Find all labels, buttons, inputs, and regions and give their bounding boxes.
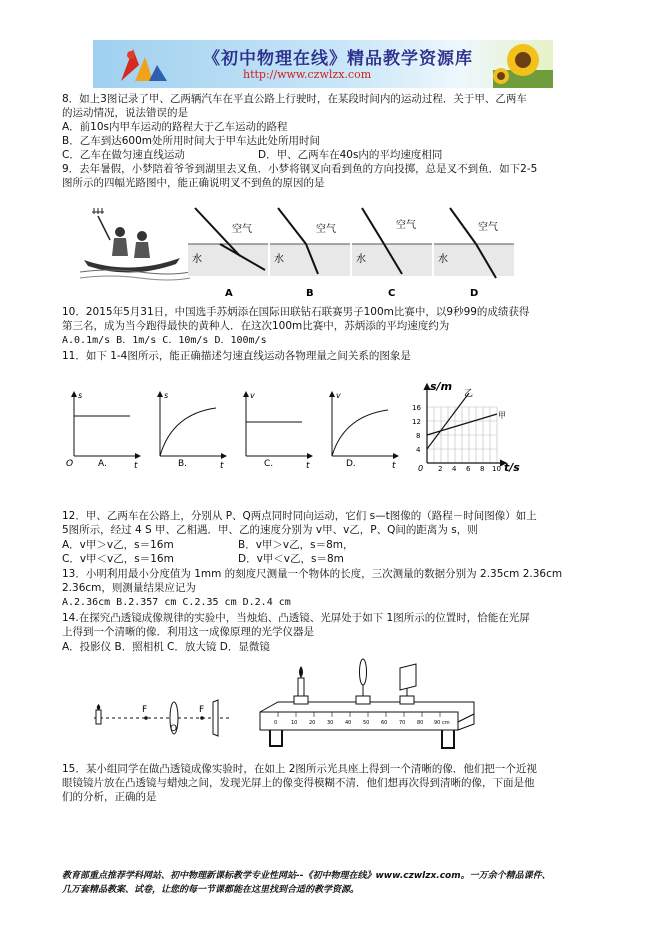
q10-stem-1: 10．2015年5月31日，中国选手苏炳添在国际田联钻石联赛男子100m比赛中，以9秒99的成绩获得 [62, 306, 530, 318]
graph-a-origin: O [66, 459, 74, 469]
st-graph-ytick-8: 8 [416, 432, 421, 440]
header-banner [93, 40, 553, 88]
graph-d-t-label: t [392, 461, 396, 471]
graph-d [332, 391, 398, 471]
site-logo [115, 43, 175, 85]
diagram-c [352, 208, 432, 299]
st-graph-ytick-4: 4 [416, 446, 421, 454]
diagram-d-label: D [470, 288, 479, 299]
diagram-a [188, 208, 268, 299]
ruler-tick-0: 0 [274, 720, 278, 726]
ruler-tick-70: 70 [399, 720, 406, 726]
q13-options: A.2.36cm B.2.357 cm C.2.35 cm D.2.4 cm [62, 597, 291, 608]
diagram-d-water-label: 水 [438, 254, 448, 265]
q8-stem-2: 的运动情况，说法错误的是 [62, 107, 188, 119]
ruler-tick-90: 90 cm [434, 720, 450, 726]
st-graph-xtick-8: 8 [480, 465, 485, 473]
q15-stem-3: 们的分析，正确的是 [62, 791, 157, 803]
fisherman-boat-image [80, 208, 190, 280]
q12-option-a: A．v甲＞v乙，s＝16m [62, 539, 174, 551]
q12-option-c: C．v甲＜v乙，s＝16m [62, 553, 174, 565]
lens-focus-label-left: F [142, 705, 148, 715]
st-graph-x-label: t/s [504, 461, 520, 474]
footer-line-1: 教育部重点推荐学科网站、初中物理新课标教学专业性网站--《初中物理在线》www.czwlzx.com。一万余个精品课件、 [62, 871, 551, 881]
q12-option-b: B．v甲＞v乙，s＝8m， [238, 539, 354, 551]
q15-stem-1: 15．某小组同学在做凸透镜成像实验时，在如上 2图所示光具座上得到一个清晰的像．他们把一个近视 [62, 763, 537, 775]
q13-stem-1: 13．小明利用最小分度值为 1mm 的刻度尺测量一个物体的长度，三次测量的数据分别为 2.35cm 2.36cm [62, 568, 563, 580]
q11-stem: 11．如下 1-4图所示，能正确描述匀速直线运动各物理量之间关系的图象是 [62, 350, 411, 362]
optical-bench-image [260, 659, 474, 748]
q10-options: A.0.1m/s B．1m/s C．10m/s D．100m/s [62, 335, 267, 346]
ruler-tick-20: 20 [309, 720, 316, 726]
diagram-d [434, 208, 514, 299]
ruler-tick-10: 10 [291, 720, 298, 726]
banner-url: http://www.czwlzx.com [243, 68, 372, 81]
lens-center-label: O [170, 724, 178, 734]
st-graph-xtick-10: 10 [492, 465, 501, 473]
st-graph-line-jia: 甲 [498, 411, 506, 420]
graph-a [66, 391, 140, 471]
st-graph-xtick-2: 2 [438, 465, 443, 473]
lens-diagram [94, 700, 230, 736]
graph-b-t-label: t [220, 461, 224, 471]
q13-stem-2: 2.36cm，则测量结果应记为 [62, 582, 196, 594]
graph-c-label: C. [264, 459, 274, 469]
q8-option-a: A．前10s内甲车运动的路程大于乙车运动的路程 [62, 121, 288, 133]
q12-option-d: D．v甲＜v乙，s＝8m [238, 553, 344, 565]
st-graph-origin: 0 [418, 464, 424, 473]
lens-focus-label-right: F [199, 705, 205, 715]
diagram-b-air-label: 空气 [316, 224, 336, 235]
graph-a-label: A. [98, 459, 107, 469]
graph-c-y-label: v [250, 391, 255, 400]
st-graph-xtick-4: 4 [452, 465, 457, 473]
q10-stem-2: 第三名，成为当今跑得最快的黄种人．在这次100m比赛中，苏炳添的平均速度约为 [62, 320, 450, 332]
q12-stem-1: 12．甲、乙两车在公路上，分别从 P、Q两点同时同向运动，它们 s—t图像的（路程－时间图像）如上 [62, 510, 537, 522]
graph-a-y-label: s [78, 391, 83, 400]
ruler-tick-30: 30 [327, 720, 334, 726]
st-graph [412, 380, 520, 474]
diagram-c-label: C [388, 288, 396, 299]
footer-line-2: 几万套精品教案、试卷，让您的每一节课都能在这里找到合适的教学资源。 [62, 885, 360, 895]
graph-c-t-label: t [306, 461, 310, 471]
diagram-b [270, 208, 350, 299]
ruler-tick-80: 80 [417, 720, 424, 726]
q14-options: A．投影仪 B．照相机 C．放大镜 D．显微镜 [62, 641, 270, 653]
q12-stem-2: 5图所示，经过 4 S 甲、乙相遇．甲、乙的速度分别为 v甲、v乙，P、Q间的距离为 s，则 [62, 524, 478, 536]
diagram-a-water-label: 水 [192, 254, 202, 265]
graph-c [246, 391, 312, 471]
graph-b-y-label: s [164, 391, 169, 400]
diagram-b-label: B [306, 288, 314, 299]
st-graph-y-label: s/m [430, 380, 453, 393]
q8-option-c: C．乙车在做匀速直线运动 [62, 149, 185, 161]
ruler-tick-60: 60 [381, 720, 388, 726]
st-graph-line-yi: 乙 [464, 389, 474, 399]
graph-b-label: B. [178, 459, 188, 469]
banner-title: 《初中物理在线》精品教学资源库 [203, 49, 473, 69]
q9-figure [80, 198, 580, 302]
diagram-a-label: A [225, 288, 233, 299]
q11-figure [60, 378, 520, 474]
q14-figure [70, 656, 480, 756]
q14-stem-1: 14.在探究凸透镜成像规律的实验中，当烛焰、凸透镜、光屏处于如下 1图所示的位置时，恰能在光屏 [62, 612, 530, 624]
graph-d-y-label: v [336, 391, 341, 400]
st-graph-ytick-16: 16 [412, 404, 421, 412]
graph-b [160, 391, 226, 471]
ruler-tick-40: 40 [345, 720, 352, 726]
q8-stem-1: 8．如上3图记录了甲、乙两辆汽车在平直公路上行驶时，在某段时间内的运动过程．关于甲、乙两车 [62, 93, 527, 105]
st-graph-xtick-6: 6 [466, 465, 471, 473]
diagram-b-water-label: 水 [274, 254, 284, 265]
q15-stem-2: 眼镜镜片放在凸透镜与蜡烛之间，发现光屏上的像变得模糊不清．他们想再次得到清晰的像，下面是他 [62, 777, 535, 789]
graph-a-t-label: t [134, 461, 138, 471]
graph-d-label: D. [346, 459, 356, 469]
q9-stem-2: 图所示的四幅光路图中，能正确说明叉不到鱼的原因的是 [62, 177, 325, 189]
q8-option-b: B．乙车到达600m处所用时间大于甲车达此处所用时间 [62, 135, 320, 147]
q14-stem-2: 上得到一个清晰的像．利用这一成像原理的光学仪器是 [62, 626, 314, 638]
diagram-c-water-label: 水 [356, 254, 366, 265]
diagram-c-air-label: 空气 [396, 220, 416, 231]
q9-stem-1: 9．去年暑假，小梦陪着爷爷到湖里去叉鱼．小梦将钢叉向看到鱼的方向投掷，总是叉不到鱼．如下2-5 [62, 163, 538, 175]
sunflower-image [493, 40, 553, 88]
q8-option-d: D．甲、乙两车在40s内的平均速度相同 [258, 149, 443, 161]
ruler-tick-50: 50 [363, 720, 370, 726]
diagram-d-air-label: 空气 [478, 222, 498, 233]
diagram-a-air-label: 空气 [232, 224, 252, 235]
st-graph-ytick-12: 12 [412, 418, 421, 426]
